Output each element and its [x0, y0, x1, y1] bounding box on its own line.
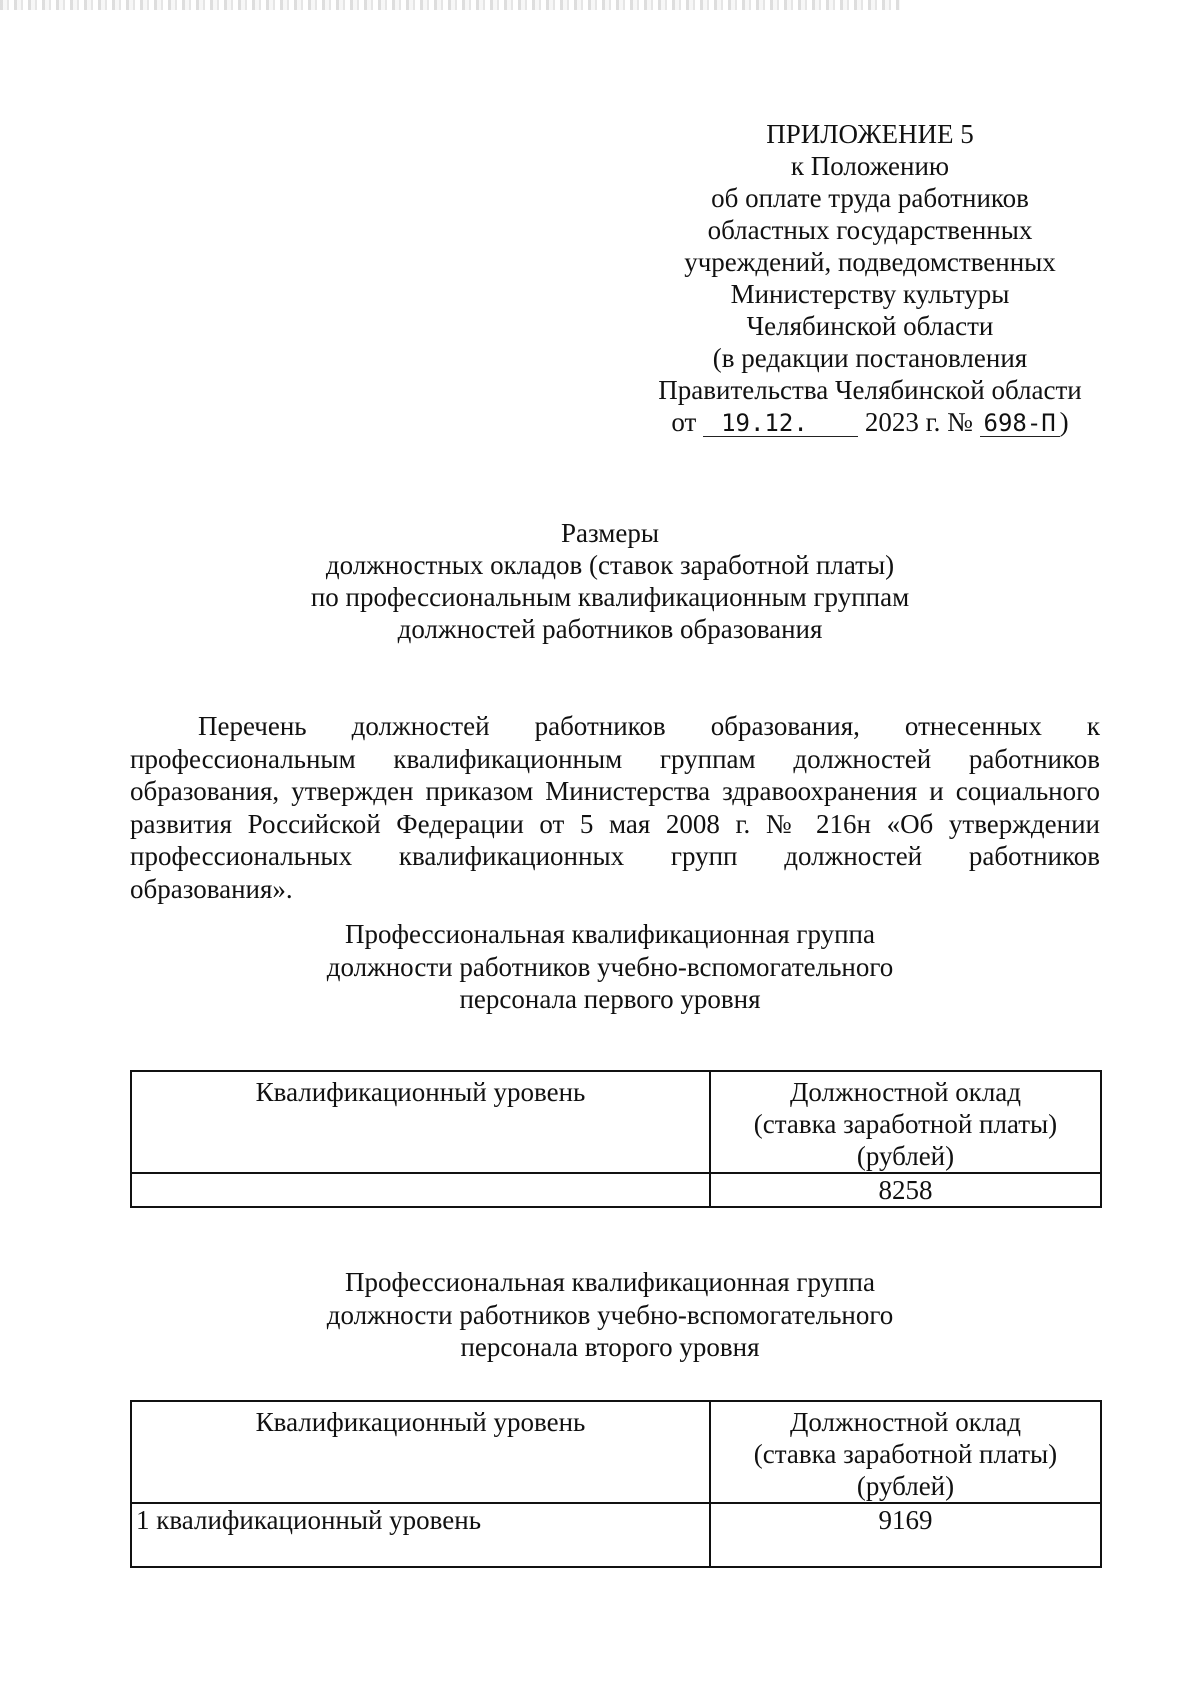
appendix-header: [635, 118, 1105, 438]
scan-edge-noise: [0, 0, 900, 10]
column-header-salary: [710, 1071, 1101, 1173]
group-2-salary-table: [130, 1400, 1102, 1568]
salary-cell: 9169: [710, 1503, 1101, 1567]
table-header-row: [131, 1071, 1101, 1173]
header-line: Должностной оклад: [789, 1077, 1022, 1107]
appendix-line: областных государственных: [707, 215, 1033, 245]
column-header-salary: [710, 1401, 1101, 1503]
group-heading-line: Профессиональная квалификационная группа: [345, 919, 875, 949]
closing-paren: ): [1059, 407, 1069, 437]
appendix-line: ПРИЛОЖЕНИЕ 5: [766, 119, 974, 149]
level-cell: 1 квалификационный уровень: [131, 1503, 710, 1567]
column-header-level: Квалификационный уровень: [131, 1071, 710, 1173]
group-1-salary-table: [130, 1070, 1102, 1208]
year-text: 2023 г. №: [864, 407, 973, 437]
level-cell: [131, 1173, 710, 1207]
appendix-line: Министерству культуры: [730, 279, 1010, 309]
salary-cell: 8258: [710, 1173, 1101, 1207]
header-line: (рублей): [856, 1141, 955, 1171]
appendix-line: к Положению: [790, 151, 950, 181]
header-line: (ставка заработной платы): [753, 1439, 1058, 1469]
group-heading-line: персонала второго уровня: [460, 1332, 760, 1362]
appendix-line: учреждений, подведомственных: [684, 247, 1056, 277]
title-line: должностных окладов (ставок заработной платы): [325, 550, 895, 580]
table-header-row: [131, 1401, 1101, 1503]
group-heading-line: должности работников учебно-вспомогательного: [326, 1299, 894, 1330]
table-row: [131, 1503, 1101, 1567]
title-line: Размеры: [561, 518, 659, 548]
intro-paragraph: Перечень должностей работников образования, отнесенных к профессиональным квалификационным группам должностей работников образования, утвержден приказом Министерства здравоохранения и социального развития Российской Федерации от 5 мая 2008 г. № 216н «Об утверждении профессиональных квалификационных групп должностей работников образования».: [130, 711, 1100, 904]
column-header-level: Квалификационный уровень: [131, 1401, 710, 1503]
group-heading-line: должности работников учебно-вспомогательного: [326, 951, 894, 982]
header-line: (ставка заработной платы): [753, 1109, 1058, 1139]
title-line: должностей работников образования: [397, 614, 823, 644]
appendix-line: Челябинской области: [746, 311, 994, 341]
date-prefix: от: [671, 407, 697, 437]
decree-number-field: 698-П: [980, 410, 1060, 437]
table-row: [131, 1173, 1101, 1207]
document-title: [130, 517, 1090, 645]
decree-date-line: [635, 406, 1105, 438]
group-1-heading: [130, 918, 1090, 1016]
appendix-line: Правительства Челябинской области: [658, 375, 1082, 405]
decree-date-field: 19.12.: [703, 410, 858, 437]
title-line: по профессиональным квалификационным группам: [310, 582, 910, 612]
group-heading-line: Профессиональная квалификационная группа: [345, 1267, 875, 1297]
appendix-line: (в редакции постановления: [712, 343, 1028, 373]
group-heading-line: персонала первого уровня: [459, 984, 761, 1014]
appendix-line: об оплате труда работников: [711, 183, 1029, 213]
header-line: Должностной оклад: [789, 1407, 1022, 1437]
group-2-heading: [130, 1266, 1090, 1364]
header-line: (рублей): [856, 1471, 955, 1501]
